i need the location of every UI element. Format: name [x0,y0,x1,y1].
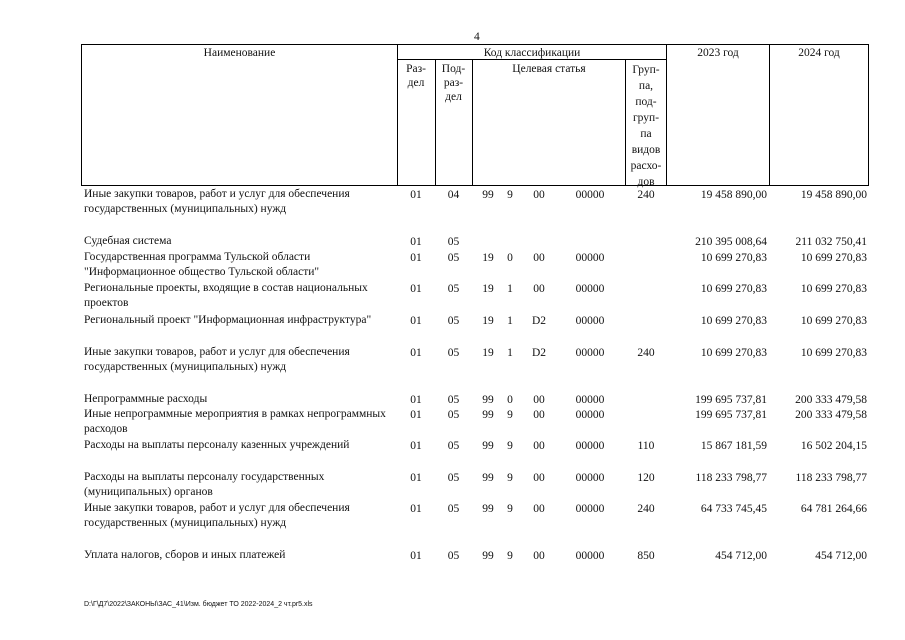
row-cs-code: 00000 [575,394,605,406]
row-cs-code: 00000 [575,189,605,201]
header-bottom-border [81,185,869,186]
row-cs-direction: 00 [533,503,545,515]
row-cs-subprogram: 1 [507,315,513,327]
row-name: Региональный проект "Информационная инфраструктура" [84,314,372,326]
row-amount-2023: 64 733 745,45 [700,503,767,515]
row-cs-program: 19 [482,347,494,359]
row-name: Иные закупки товаров, работ и услуг для обеспечения государственных (муниципальных) нужд [84,346,350,373]
row-amount-2023: 15 867 181,59 [700,440,767,452]
row-subsection: 04 [447,189,460,201]
row-expense-group: 850 [637,550,655,562]
row-cs-subprogram: 9 [507,550,513,562]
header-target-article: Целевая статья [512,63,586,75]
row-amount-2023: 118 233 798,77 [695,472,767,484]
row-cs-subprogram: 9 [507,409,513,421]
row-cs-subprogram: 9 [507,472,513,484]
row-subsection: 05 [447,503,460,515]
row-expense-group: 240 [637,189,655,201]
row-section: 01 [410,440,422,452]
col-border-name [397,44,398,186]
row-cs-subprogram: 0 [507,394,513,406]
row-amount-2024: 10 699 270,83 [800,315,867,327]
row-section: 01 [410,189,422,201]
header-year-2023: 2023 год [697,47,739,59]
row-amount-2023: 10 699 270,83 [700,283,767,295]
row-subsection: 05 [447,315,460,327]
row-cs-code: 00000 [575,252,605,264]
row-amount-2023: 199 695 737,81 [695,394,767,406]
row-name: Иные закупки товаров, работ и услуг для обеспечения государственных (муниципальных) нужд [84,502,350,529]
row-cs-direction: 00 [533,394,545,406]
row-cs-program: 19 [482,315,494,327]
row-amount-2024: 211 032 750,41 [795,236,867,248]
row-cs-direction: 00 [533,283,545,295]
row-section: 01 [410,236,422,248]
row-cs-subprogram: 9 [507,440,513,452]
row-cs-program: 99 [482,409,494,421]
row-section: 01 [410,347,422,359]
row-section: 01 [410,503,422,515]
row-expense-group: 240 [637,503,655,515]
row-subsection: 05 [447,394,460,406]
row-cs-direction: 00 [533,472,545,484]
row-amount-2023: 199 695 737,81 [695,409,767,421]
row-amount-2024: 16 502 204,15 [800,440,867,452]
row-name: Судебная система [84,235,172,247]
row-subsection: 05 [447,252,460,264]
row-cs-subprogram: 0 [507,252,513,264]
row-subsection: 05 [447,283,460,295]
col-border-vr [666,44,667,186]
row-subsection: 05 [447,347,460,359]
row-section: 01 [410,550,422,562]
row-cs-program: 99 [482,472,494,484]
header-name: Наименование [203,47,276,59]
row-cs-code: 00000 [575,440,605,452]
row-cs-direction: 00 [533,189,545,201]
row-cs-subprogram: 9 [507,503,513,515]
row-section: 01 [410,315,422,327]
col-border-pr [472,59,473,186]
header-year-2024: 2024 год [798,47,840,59]
header-top-border [81,44,869,45]
row-name: Расходы на выплаты персоналу государственных (муниципальных) органов [84,471,325,498]
row-cs-code: 00000 [575,503,605,515]
row-cs-program: 19 [482,283,494,295]
row-cs-direction: 00 [533,440,545,452]
row-cs-program: 99 [482,394,494,406]
row-amount-2023: 19 458 890,00 [700,189,767,201]
row-amount-2023: 10 699 270,83 [700,347,767,359]
row-amount-2023: 210 395 008,64 [695,236,767,248]
file-path-footer: D:\Г\Д7\2022\ЗАКОНЫ\ЗАС_41\Изм. бюджет ТО 2022-2024_2 чт.pr5.xls [84,601,313,608]
row-name: Иные непрограммные мероприятия в рамках непрограммных расходов [84,408,386,435]
row-name: Расходы на выплаты персоналу казенных учреждений [84,439,350,451]
row-cs-code: 00000 [575,550,605,562]
row-name: Региональные проекты, входящие в состав национальных проектов [84,282,368,309]
row-cs-code: 00000 [575,347,605,359]
row-subsection: 05 [447,409,460,421]
page-number: 4 [474,31,480,43]
row-cs-direction: 00 [533,550,545,562]
header-subsection: Под- раз- дел [441,63,466,103]
row-amount-2024: 10 699 270,83 [800,283,867,295]
row-amount-2024: 200 333 479,58 [795,394,867,406]
row-subsection: 05 [447,472,460,484]
row-cs-subprogram: 1 [507,283,513,295]
row-cs-direction: D2 [531,315,547,327]
col-border-cs [625,59,626,186]
col-border-left [81,44,82,186]
row-amount-2024: 64 781 264,66 [800,503,867,515]
row-cs-code: 00000 [575,283,605,295]
row-name: Уплата налогов, сборов и иных платежей [84,549,286,561]
row-name: Государственная программа Тульской области "Информационное общество Тульской области" [84,251,320,278]
row-section: 01 [410,394,422,406]
row-cs-program: 99 [482,550,494,562]
row-amount-2024: 10 699 270,83 [800,347,867,359]
row-cs-direction: 00 [533,409,545,421]
row-subsection: 05 [447,440,460,452]
row-cs-code: 00000 [575,472,605,484]
header-expense-group: Груп- па, под- груп- па видов расхо- дов [630,64,662,188]
row-amount-2024: 118 233 798,77 [795,472,867,484]
row-amount-2024: 200 333 479,58 [795,409,867,421]
header-section: Раз- дел [406,63,426,89]
row-amount-2023: 10 699 270,83 [700,315,767,327]
row-amount-2024: 10 699 270,83 [800,252,867,264]
row-expense-group: 110 [637,440,655,452]
row-cs-program: 99 [482,189,494,201]
row-cs-direction: D2 [531,347,547,359]
row-subsection: 05 [447,550,460,562]
row-cs-code: 00000 [575,409,605,421]
row-amount-2023: 10 699 270,83 [700,252,767,264]
row-name: Иные закупки товаров, работ и услуг для обеспечения государственных (муниципальных) нужд [84,188,350,215]
row-section: 01 [410,409,422,421]
row-name: Непрограммные расходы [84,393,208,405]
col-border-y1 [769,44,770,186]
row-expense-group: 120 [637,472,655,484]
row-amount-2024: 454 712,00 [815,550,867,562]
row-section: 01 [410,252,422,264]
row-amount-2023: 454 712,00 [715,550,767,562]
row-section: 01 [410,283,422,295]
row-section: 01 [410,472,422,484]
col-border-rz [435,59,436,186]
row-expense-group: 240 [637,347,655,359]
row-cs-subprogram: 9 [507,189,513,201]
row-cs-program: 19 [482,252,494,264]
row-cs-program: 99 [482,503,494,515]
row-cs-subprogram: 1 [507,347,513,359]
row-cs-program: 99 [482,440,494,452]
header-code-group: Код классификации [483,47,581,59]
row-subsection: 05 [447,236,460,248]
col-border-right [868,44,869,186]
row-cs-code: 00000 [575,315,605,327]
row-cs-direction: 00 [533,252,545,264]
row-amount-2024: 19 458 890,00 [800,189,867,201]
